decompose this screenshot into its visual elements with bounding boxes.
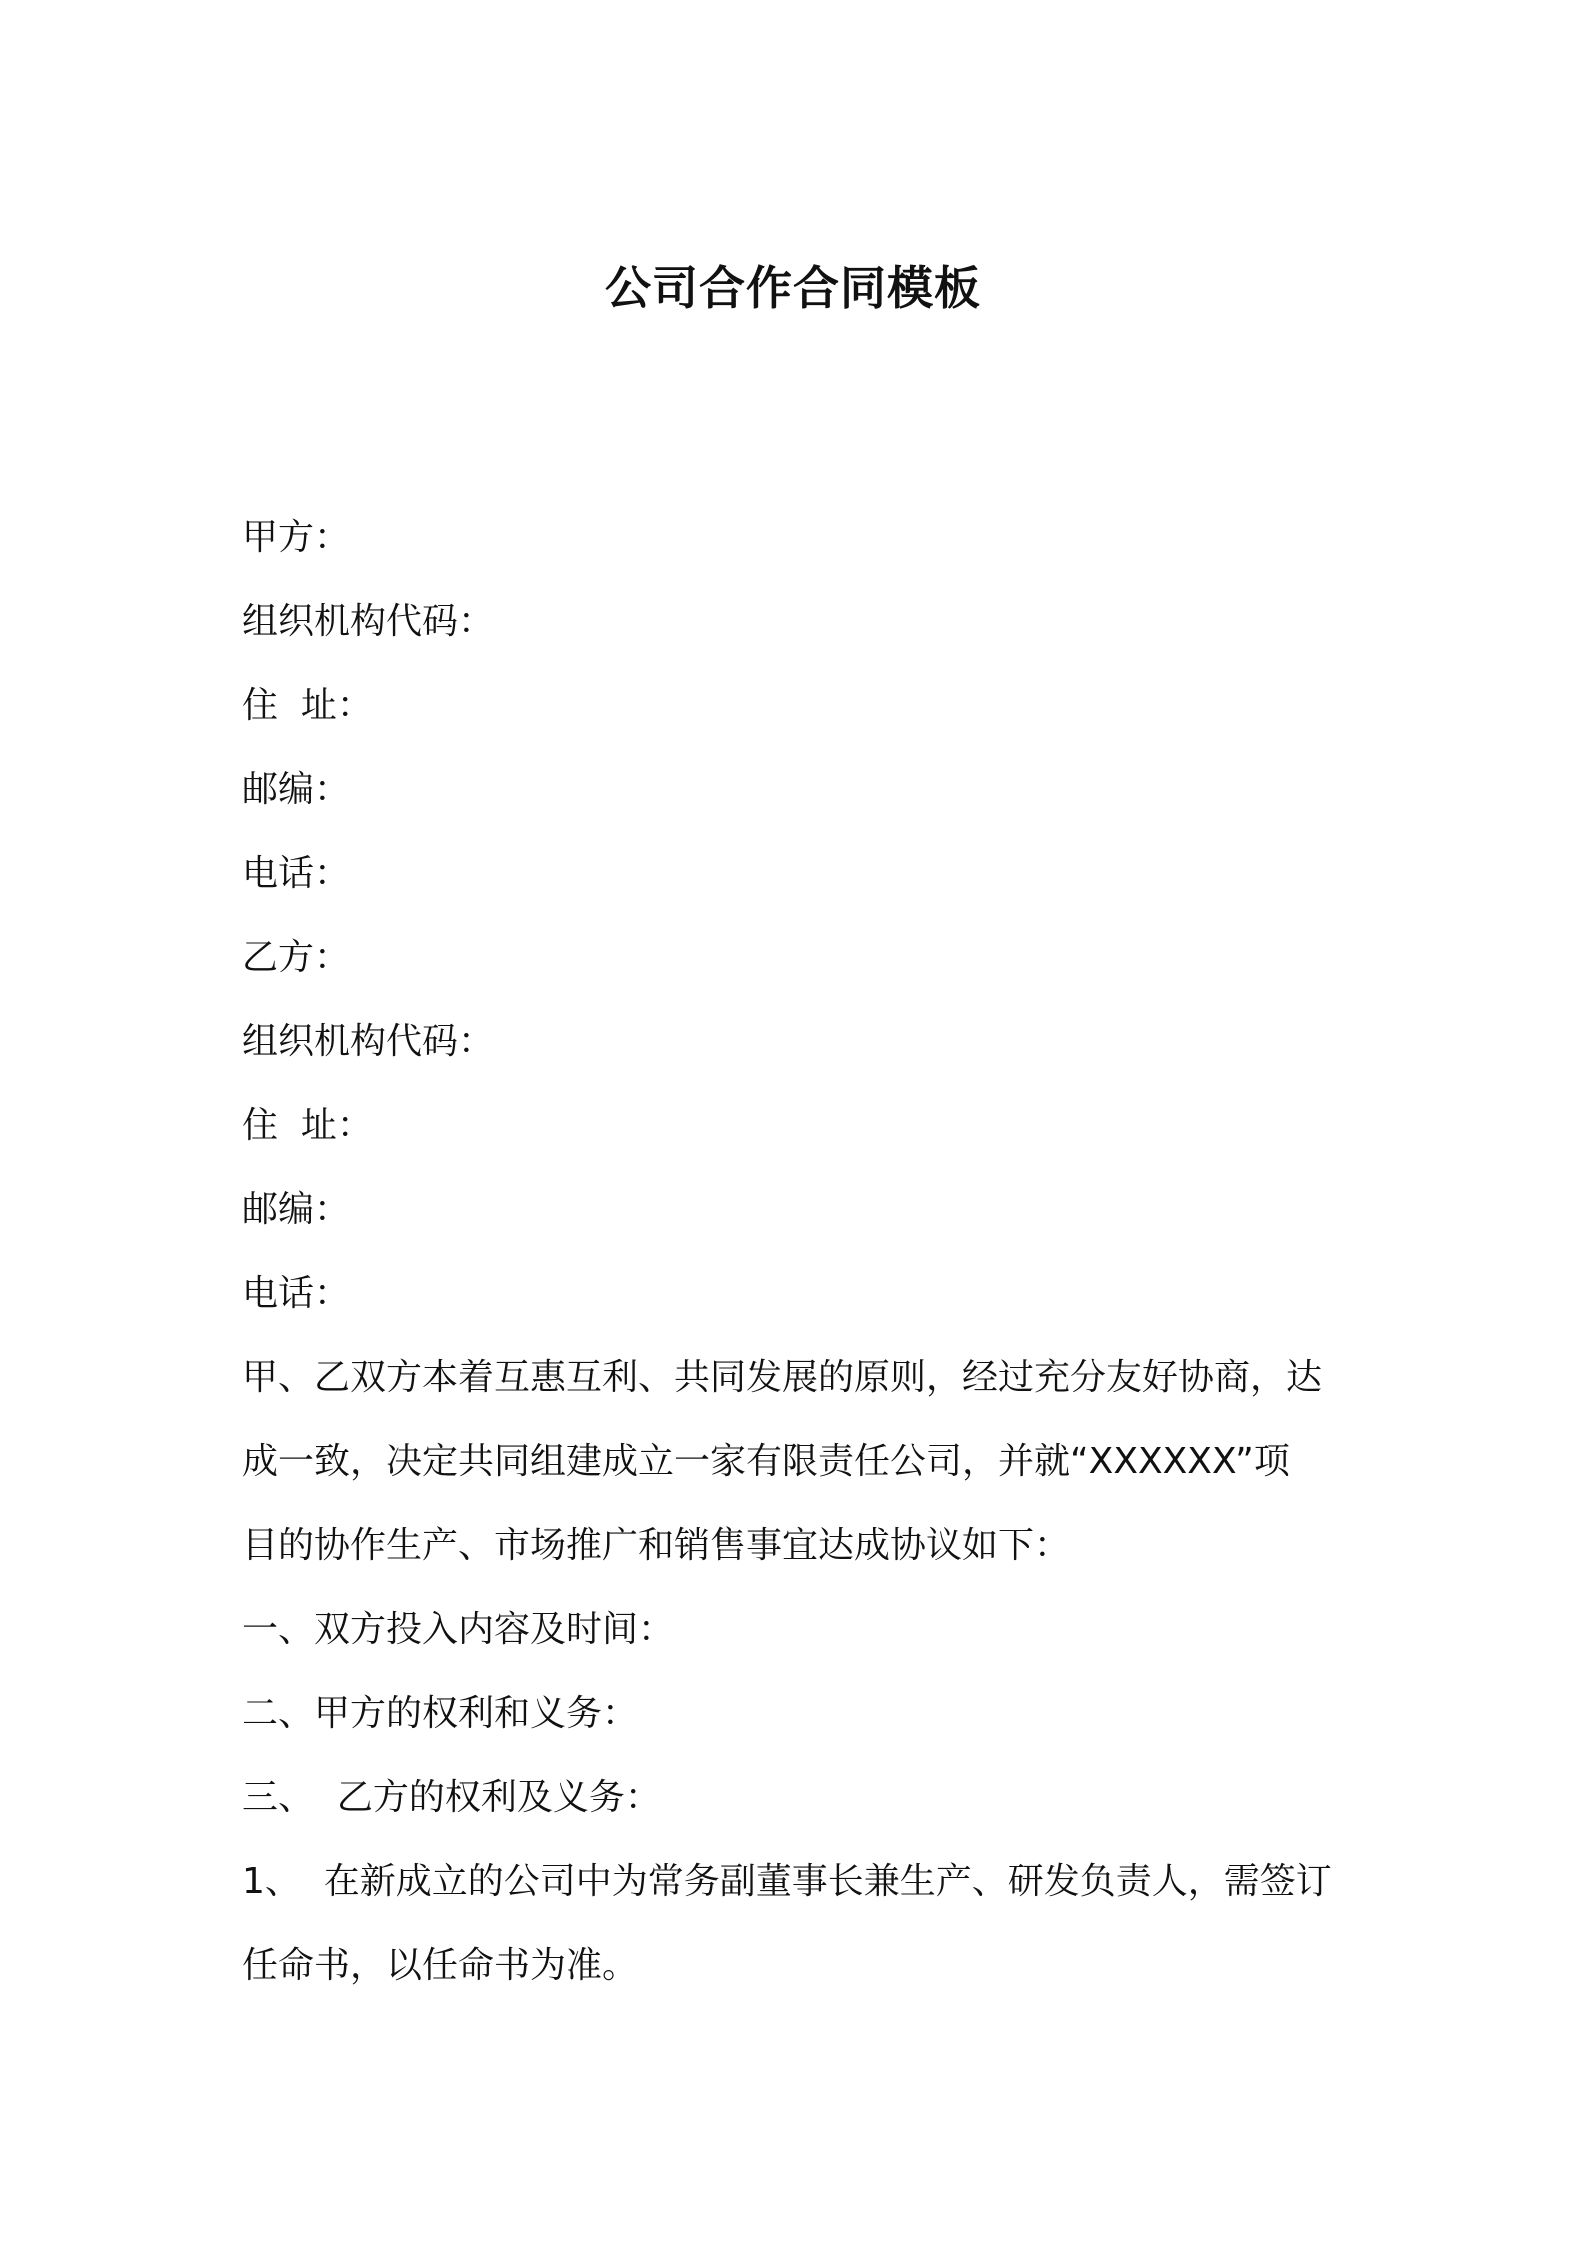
party-a-postcode-label: 邮编： [242, 769, 351, 810]
party-b-label: 乙方： [242, 937, 351, 978]
party-b-postcode-label: 邮编： [242, 1189, 351, 1230]
clause-1-line-2: 任命书，以任命书为准。 [242, 1945, 639, 1986]
party-b-phone-label: 电话： [242, 1273, 351, 1314]
party-a-address-label: 住 址： [242, 685, 373, 726]
section-heading-3: 三、 乙方的权利及义务： [242, 1777, 661, 1818]
intro-paragraph-line-1: 甲、乙双方本着互惠互利、共同发展的原则，经过充分友好协商，达 [242, 1357, 1323, 1398]
section-heading-1: 一、双方投入内容及时间： [242, 1609, 675, 1650]
document-title: 公司合作合同模板 [605, 261, 981, 315]
section-heading-2: 二、甲方的权利和义务： [242, 1693, 639, 1734]
party-b-org-code-label: 组织机构代码： [242, 1021, 495, 1062]
party-a-org-code-label: 组织机构代码： [242, 601, 495, 642]
party-a-label: 甲方： [242, 517, 351, 558]
intro-paragraph-line-2: 成一致，决定共同组建成立一家有限责任公司，并就“XXXXXX”项 [242, 1441, 1290, 1482]
party-a-phone-label: 电话： [242, 853, 351, 894]
document-body [242, 496, 1362, 2008]
clause-1-line-1: 1、 在新成立的公司中为常务副董事长兼生产、研发负责人，需签订 [242, 1861, 1332, 1902]
party-b-address-label: 住 址： [242, 1105, 373, 1146]
intro-paragraph-line-3: 目的协作生产、市场推广和销售事宜达成协议如下： [242, 1525, 1071, 1566]
